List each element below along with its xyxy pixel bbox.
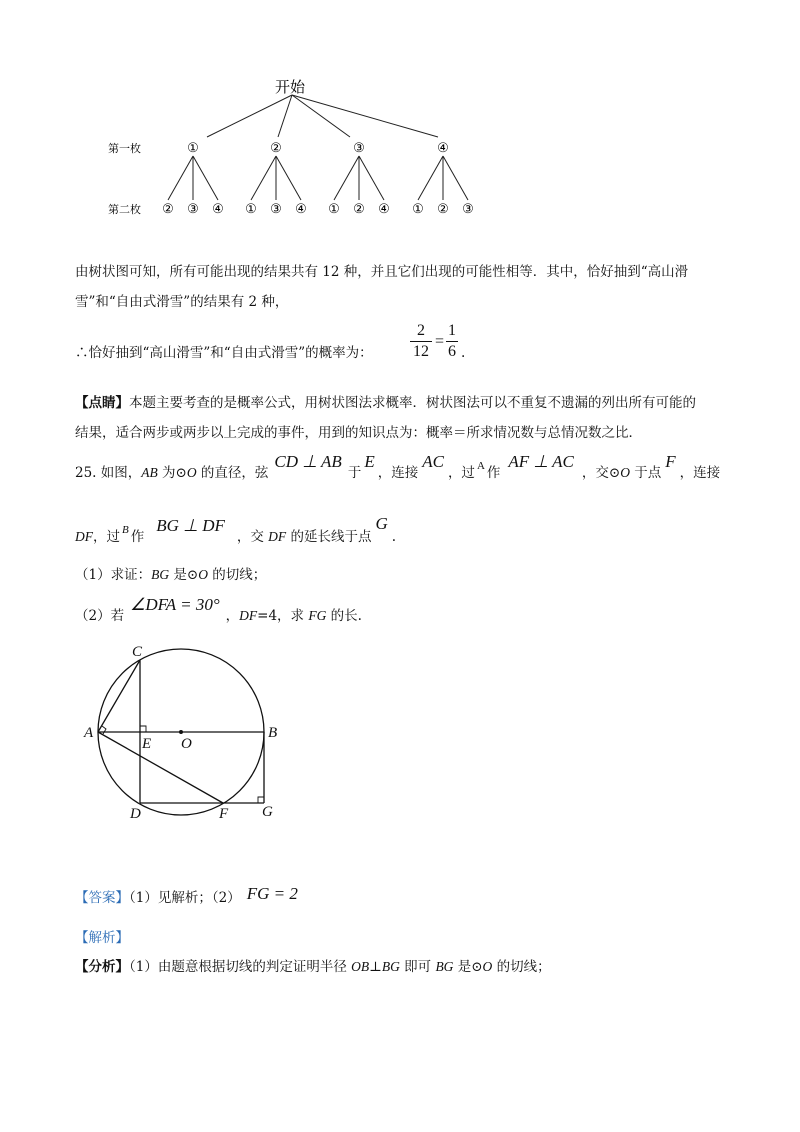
tree-second-node: ① — [328, 201, 340, 216]
center-dot — [179, 730, 183, 734]
question-text: （2）若 — [75, 608, 125, 624]
explanation-line-2: 雪”和“自由式滑雪”的结果有 2 种， — [75, 294, 289, 310]
geometry-figure — [80, 640, 300, 830]
math-o: O — [198, 567, 208, 582]
problem-text: 25. 如图， — [75, 465, 142, 481]
tree-second-node: ④ — [295, 201, 307, 216]
label-o: O — [181, 736, 192, 752]
analysis-line — [75, 957, 551, 977]
tree-second-node: ③ — [462, 201, 474, 216]
math-cd-perp-ab: CD ⊥ AB — [274, 452, 342, 471]
problem-text: 的直径，弦 — [196, 465, 269, 481]
problem-text: ，连接 — [679, 465, 721, 481]
tree-second-node: ② — [353, 201, 365, 216]
comment-line-2: 结果，适合两步或两步以上完成的事件，用到的知识点为：概率＝所求情况数与总情况数之比． — [75, 425, 642, 441]
tree-level2-label: 第二枚 — [108, 203, 141, 216]
math-ac: AC — [422, 452, 444, 471]
tree-first-node: ④ — [437, 140, 449, 155]
problem-text: 于点 — [629, 465, 662, 481]
question-text: ， — [225, 608, 240, 624]
problem-text: ，交⊙ — [581, 465, 621, 481]
analysis-tag-inline: 【分析】 — [75, 959, 129, 975]
math-af-perp-ac: AF ⊥ AC — [508, 452, 574, 471]
question-text: （1）求证： — [75, 567, 152, 583]
math-g: G — [375, 514, 388, 533]
math-o: O — [620, 465, 630, 480]
math-o: O — [186, 465, 197, 480]
problem-text: ，过 — [93, 529, 120, 545]
label-d: D — [130, 806, 141, 822]
math-bg: BG — [435, 959, 454, 974]
label-g: G — [262, 804, 273, 820]
tree-branches — [168, 95, 468, 200]
analysis-tag: 【解析】 — [75, 930, 129, 946]
tree-second-node: ④ — [378, 201, 390, 216]
tree-level1-label: 第一枚 — [108, 142, 141, 155]
comment-tag: 【点睛】 — [75, 395, 129, 411]
analysis-text: 的切线； — [492, 959, 551, 975]
explanation-line-1: 由树状图可知，所有可能出现的结果共有 12 种，并且它们出现的可能性相等．其中，恰好抽到“高山滑 — [75, 264, 689, 280]
math-o: O — [482, 959, 493, 974]
problem-text: ，连接 — [377, 465, 419, 481]
math-df: DF — [75, 529, 93, 544]
problem-text: 作 — [486, 465, 501, 481]
problem-line-1 — [75, 452, 721, 484]
fraction-1-over-6: 1 6 — [448, 322, 456, 360]
fraction-2-over-12: 2 12 — [410, 322, 432, 361]
question-1 — [75, 565, 266, 585]
segment-af — [98, 732, 223, 803]
math-angle-dfa: ∠DFA = 30° — [130, 595, 220, 614]
answer-line — [75, 884, 298, 908]
segment-ac — [98, 660, 140, 732]
answer-tag: 【答案】 — [75, 890, 129, 906]
math-f: F — [665, 452, 676, 471]
math-e: E — [364, 452, 375, 471]
answer-text: （1）见解析；（2） — [129, 890, 241, 906]
equals-sign: = — [435, 333, 445, 350]
analysis-text: 即可 — [399, 959, 436, 975]
analysis-text: （1）由题意根据切线的判定证明半径 — [129, 959, 352, 975]
tree-second-node: ② — [437, 201, 449, 216]
tree-first-node: ② — [270, 140, 282, 155]
problem-text: 于 — [347, 465, 362, 481]
math-b-small: B — [122, 524, 129, 536]
label-b: B — [268, 725, 278, 741]
tree-second-node: ② — [162, 201, 174, 216]
tree-second-node: ① — [245, 201, 257, 216]
question-2 — [75, 595, 362, 626]
analysis-text: 是⊙ — [453, 959, 483, 975]
right-angle-a — [102, 726, 106, 734]
explanation-line-3: ∴恰好抽到“高山滑雪”和“自由式滑雪”的概率为： — [75, 345, 373, 361]
question-text: 的切线； — [207, 567, 267, 583]
explanation-period: . — [461, 345, 466, 361]
problem-text: . — [391, 529, 397, 545]
tree-second-node: ③ — [270, 201, 282, 216]
math-bg: BG — [151, 567, 170, 582]
answer-math: FG = 2 — [246, 884, 298, 903]
problem-text: 作 — [130, 529, 145, 545]
comment-line-1 — [75, 393, 696, 413]
problem-line-2 — [75, 514, 397, 548]
question-text: =4，求 — [257, 608, 309, 624]
tree-second-node: ④ — [212, 201, 224, 216]
question-text: 是⊙ — [169, 567, 199, 583]
math-df: DF — [239, 608, 258, 623]
tree-first-node: ③ — [353, 140, 365, 155]
math-ab: AB — [141, 465, 158, 480]
math-df: DF — [268, 529, 287, 544]
label-f: F — [219, 806, 229, 822]
math-bg: BG — [381, 959, 400, 974]
problem-text: ，过 — [447, 465, 475, 481]
tree-second-node: ③ — [187, 201, 199, 216]
right-angle-g — [258, 797, 264, 803]
tree-second-node: ① — [412, 201, 424, 216]
question-text: 的长. — [326, 608, 362, 624]
tree-first-node: ① — [187, 140, 199, 155]
right-angle-e — [140, 726, 146, 732]
tree-root-label: 开始 — [274, 78, 306, 96]
problem-text: 为⊙ — [157, 465, 187, 481]
analysis-text: ⊥ — [369, 959, 382, 975]
problem-text: ，交 — [236, 529, 269, 545]
comment-text-1: 本题主要考查的是概率公式，用树状图法求概率．树状图法可以不重复不遗漏的列出所有可能的 — [129, 395, 696, 411]
problem-text: 的延长线于点 — [286, 529, 372, 545]
math-ob: OB — [351, 959, 370, 974]
label-a: A — [84, 725, 94, 741]
tree-diagram — [0, 0, 800, 230]
label-c: C — [132, 644, 143, 660]
math-fg: FG — [308, 608, 327, 623]
label-e: E — [142, 736, 152, 752]
math-bg-perp-df: BG ⊥ DF — [156, 516, 225, 535]
math-a-small: A — [476, 460, 485, 472]
